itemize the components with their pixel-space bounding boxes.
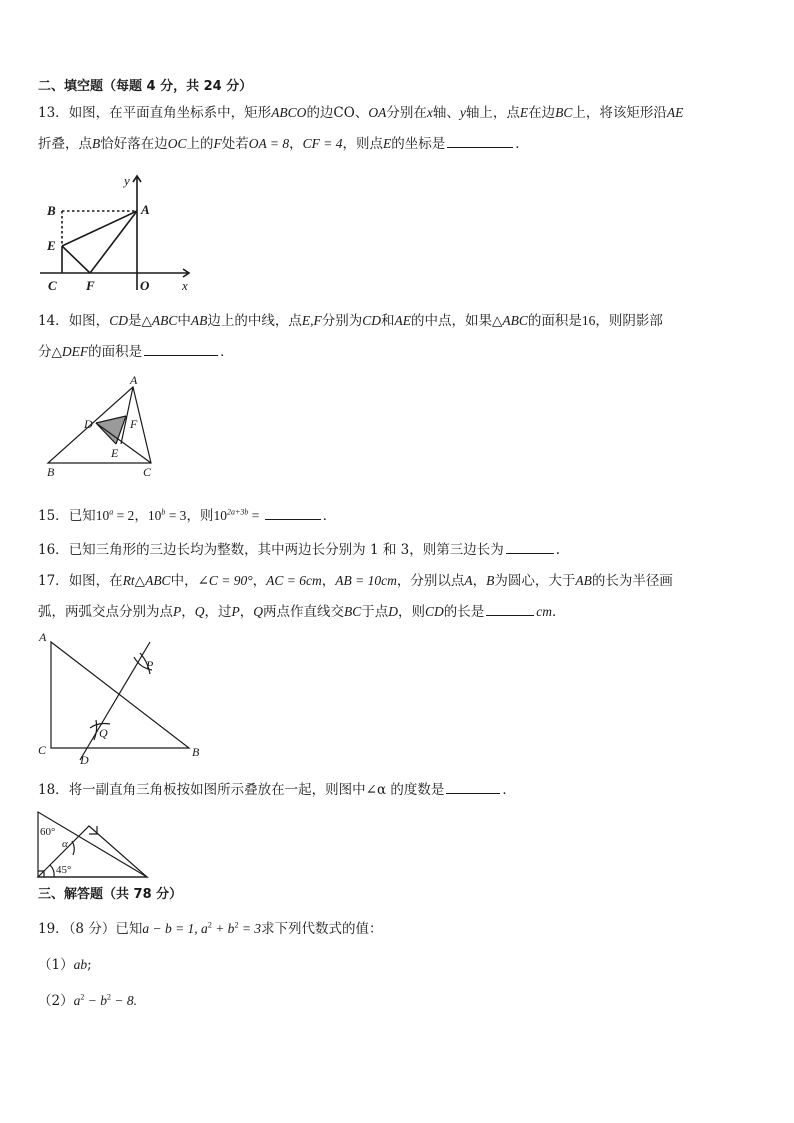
point-label-Q: Q: [99, 726, 108, 740]
point-label-O: O: [140, 278, 150, 293]
question-15: 15．已知$10^a = 2$，$10^b = 3$，则$10^{2a+3b}$ = ．: [38, 507, 337, 524]
question-number: 17．: [38, 573, 69, 589]
section-heading: 三、解答题（共 78 分）: [38, 887, 183, 902]
point-label-C: C: [48, 278, 57, 293]
point-label-A: A: [39, 630, 47, 644]
y-axis-label: y: [124, 173, 130, 188]
question-19-part-1: （1）ab;: [38, 957, 92, 973]
angle-label-alpha: α: [62, 838, 68, 850]
point-label-P: P: [146, 658, 154, 672]
question-19: 19．（8 分）已知a − b = 1, $a^2 + b^2 = 3$求下列代数式的值：: [38, 920, 383, 937]
question-16: 16．已知三角形的三边长均为整数，其中两边长分别为 1 和 3，则第三边长为 .: [38, 542, 561, 558]
angle-label-45: 45°: [56, 864, 72, 876]
angle-label-60: 60°: [40, 826, 56, 838]
point-label-C: C: [143, 465, 152, 479]
question-17-line-2: 弧，两弧交点分别为点P，Q，过P，Q两点作直线交BC于点D，则CD的长是 cm．: [38, 604, 566, 620]
question-number: 19．: [38, 921, 69, 937]
point-label-D: D: [84, 417, 93, 431]
question-number: 15．: [38, 508, 69, 524]
point-label-E: E: [47, 238, 56, 253]
question-18: 18．将一副直角三角板按如图所示叠放在一起，则图中∠α 的度数是 ．: [38, 782, 516, 798]
set-square-30-60: [38, 812, 147, 877]
point-label-A: A: [141, 202, 150, 217]
question-number: 16．: [38, 542, 69, 558]
question-13-line-1: 13．如图，在平面直角坐标系中，矩形ABCO的边CO、OA分别在x轴、y轴上，点E在边BC上，将该矩形沿AE: [38, 105, 684, 121]
question-14-line-1: 14．如图，CD是△ABC中AB边上的中线，点E,F分别为CD和AE的中点，如果△ABC的面积是16，则阴影部: [38, 313, 663, 329]
section-heading: 二、填空题（每题 4 分，共 24 分）: [38, 79, 253, 94]
question-17-line-1: 17．如图，在Rt△ABC中，∠C = 90°，AC = 6cm，AB = 10cm，分别以点A，B为圆心，大于AB的长为半径画: [38, 573, 673, 589]
point-label-F: F: [86, 278, 95, 293]
question-number: 14．: [38, 313, 69, 329]
point-label-E: E: [111, 446, 119, 460]
point-label-C: C: [38, 743, 47, 757]
x-axis-label: x: [182, 278, 188, 293]
point-label-B: B: [47, 465, 55, 479]
point-label-A: A: [130, 373, 138, 387]
question-14-line-2: 分△DEF的面积是 ．: [38, 344, 234, 360]
angle-45-arc: [50, 865, 54, 877]
question-19-part-2: $(2)a^2 - b^2 - 8$.: [38, 992, 137, 1009]
point-label-F: F: [130, 417, 138, 431]
point-label-B: B: [192, 745, 200, 759]
point-label-B: B: [47, 203, 56, 218]
question-13-line-2: 折叠，点B恰好落在边OC上的F处若OA = 8，CF = 4，则点E的坐标是 ．: [38, 136, 529, 152]
question-number: 18．: [38, 782, 69, 798]
question-number: 13．: [38, 105, 69, 121]
point-label-D: D: [80, 753, 89, 767]
